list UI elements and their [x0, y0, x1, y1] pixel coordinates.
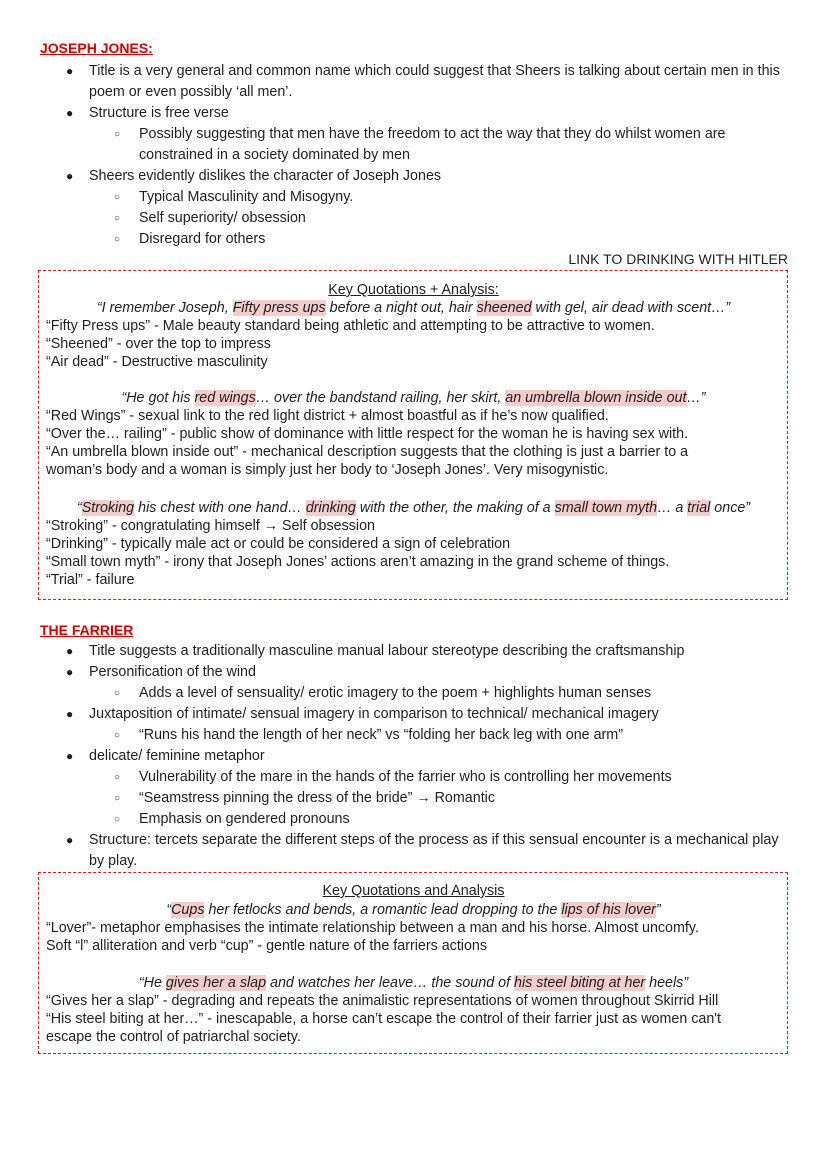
sub-bullet-marker: ○: [114, 793, 121, 804]
sub-bullet-marker: ○: [114, 772, 121, 783]
highlight: an umbrella blown inside out: [505, 390, 687, 406]
sub-bullet-marker: ○: [114, 213, 121, 224]
analysis-line: “Over the… railing” - public show of dominance with little respect for the woman he is having sex with.: [46, 426, 689, 442]
bullet-item: [66, 704, 788, 725]
bullet-marker: ●: [66, 644, 74, 658]
sub-bullet-text: Disregard for others: [139, 231, 266, 247]
sub-bullet-text: Possibly suggesting that men have the freedom to act the way that they do whilst women are constrained in a society dominated by men: [139, 126, 726, 163]
section-title-the-farrier: THE FARRIER: [40, 622, 134, 638]
box-heading: Key Quotations + Analysis:: [328, 282, 499, 298]
analysis-line: “Drinking” - typically male act or could be considered a sign of celebration: [46, 536, 511, 552]
sub-bullet-item: [114, 767, 774, 788]
bullet-marker: ●: [66, 665, 74, 679]
bullet-item: [66, 746, 788, 767]
bullet-text: Title is a very general and common name which could suggest that Sheers is talking about certain men in this poem or even possibly ‘all men’.: [89, 63, 780, 100]
sub-bullet-text: Vulnerability of the mare in the hands of the farrier who is controlling her movements: [139, 769, 672, 785]
highlight: small town myth: [554, 500, 658, 516]
quotations-box-the-farrier: [38, 872, 788, 1054]
quotation: “He got his red wings… over the bandstand railing, her skirt, an umbrella blown inside out…”: [121, 390, 706, 406]
analysis-line: escape the control of patriarchal society.: [46, 1029, 301, 1045]
highlight: drinking: [305, 500, 356, 516]
sub-bullet-text: Self superiority/ obsession: [139, 210, 306, 226]
highlight: trial: [687, 500, 711, 516]
sub-bullet-marker: ○: [114, 192, 121, 203]
analysis-line: “His steel biting at her…” - inescapable, a horse can’t escape the control of their farrier just as women can't: [46, 1011, 722, 1027]
bullet-item: [66, 662, 788, 683]
bullet-item: [66, 641, 788, 662]
bullet-text: Structure is free verse: [89, 105, 229, 121]
analysis-line: “Lover”- metaphor emphasises the intimate relationship between a man and his horse. Almost uncomfy.: [46, 920, 699, 936]
analysis-line: “Small town myth” - irony that Joseph Jones’ actions aren’t amazing in the grand scheme of things.: [46, 554, 670, 570]
sub-bullet-text: Emphasis on gendered pronouns: [139, 811, 350, 827]
bullet-text: Personification of the wind: [89, 664, 256, 680]
analysis-line: “Air dead” - Destructive masculinity: [46, 354, 268, 370]
analysis-line: “Red Wings” - sexual link to the red light district + almost boastful as if he’s now qualified.: [46, 408, 609, 424]
analysis-line: “Trial” - failure: [46, 572, 135, 588]
quotation: “He gives her a slap and watches her leave… the sound of his steel biting at her heels”: [138, 975, 689, 991]
sub-bullet-marker: ○: [114, 730, 121, 741]
sub-bullet-text: “Runs his hand the length of her neck” vs “folding her back leg with one arm”: [139, 727, 623, 743]
bullet-item: [66, 166, 788, 187]
sub-bullet-item: [114, 187, 774, 208]
analysis-line: “Sheened” - over the top to impress: [46, 336, 271, 352]
sub-bullet-item: [114, 208, 774, 229]
box-heading: Key Quotations and Analysis: [322, 883, 505, 899]
analysis-line: woman’s body and a woman is simply just her body to ‘Joseph Jones’. Very misogynistic.: [46, 462, 609, 478]
link-note: LINK TO DRINKING WITH HITLER: [568, 251, 788, 267]
sub-bullet-marker: ○: [114, 129, 121, 140]
quotation: “I remember Joseph, Fifty press ups before a night out, hair sheened with gel, air dead with scent…”: [96, 300, 731, 316]
analysis-line: “Gives her a slap” - degrading and repeats the animalistic representations of women throughout Skirrid Hill: [46, 993, 719, 1009]
sub-bullet-item: [114, 725, 774, 746]
sub-bullet-item: [114, 124, 774, 166]
highlight: Fifty press ups: [232, 300, 326, 316]
sub-bullet-marker: ○: [114, 688, 121, 699]
quotation: “Cups her fetlocks and bends, a romantic lead dropping to the lips of his lover”: [166, 902, 661, 918]
highlight: Cups: [171, 902, 205, 918]
highlight: lips of his lover: [561, 902, 656, 918]
sub-bullet-text: Adds a level of sensuality/ erotic imagery to the poem + highlights human senses: [139, 685, 652, 701]
quotation: “Stroking his chest with one hand… drinking with the other, the making of a small town myth… a trial once”: [76, 500, 751, 516]
quotations-box-joseph-jones: [38, 270, 788, 600]
sub-bullet-text: Typical Masculinity and Misogyny.: [139, 189, 354, 205]
section-title-joseph-jones: JOSEPH JONES:: [40, 40, 153, 56]
highlight: gives her a slap: [165, 975, 267, 991]
bullet-item: [66, 103, 788, 124]
sub-bullet-marker: ○: [114, 234, 121, 245]
highlight: his steel biting at her: [514, 975, 646, 991]
bullet-text: delicate/ feminine metaphor: [89, 748, 265, 764]
bullet-marker: ●: [66, 64, 74, 78]
analysis-line: “Fifty Press ups” - Male beauty standard being athletic and attempting to be attractive to women.: [46, 318, 655, 334]
bullet-text: Title suggests a traditionally masculine manual labour stereotype describing the craftsmanship: [89, 643, 685, 659]
bullet-marker: ●: [66, 707, 74, 721]
highlight: sheened: [476, 300, 532, 316]
sub-bullet-item: [114, 809, 774, 830]
bullet-marker: ●: [66, 833, 74, 847]
bullet-marker: ●: [66, 749, 74, 763]
highlight: red wings: [194, 390, 256, 406]
sub-bullet-item: [114, 788, 774, 809]
sub-bullet-item: [114, 683, 774, 704]
highlight: Stroking: [81, 500, 135, 516]
analysis-line: “An umbrella blown inside out” - mechanical description suggests that the clothing is just a barrier to a: [46, 444, 689, 460]
bullet-marker: ●: [66, 106, 74, 120]
bullet-text: Sheers evidently dislikes the character of Joseph Jones: [89, 168, 442, 184]
bullet-item: [66, 830, 788, 872]
bullet-item: [66, 61, 788, 103]
sub-bullet-marker: ○: [114, 814, 121, 825]
bullet-text: Juxtaposition of intimate/ sensual imagery in comparison to technical/ mechanical imagery: [89, 706, 659, 722]
analysis-line: Soft “l” alliteration and verb “cup” - gentle nature of the farriers actions: [46, 938, 488, 954]
analysis-line: “Stroking” - congratulating himself → Self obsession: [46, 518, 375, 534]
sub-bullet-item: [114, 229, 774, 250]
sub-bullet-text: “Seamstress pinning the dress of the bride” → Romantic: [139, 790, 495, 806]
bullet-marker: ●: [66, 169, 74, 183]
bullet-text: Structure: tercets separate the different steps of the process as if this sensual encounter is a mechanical play by play.: [89, 832, 779, 869]
